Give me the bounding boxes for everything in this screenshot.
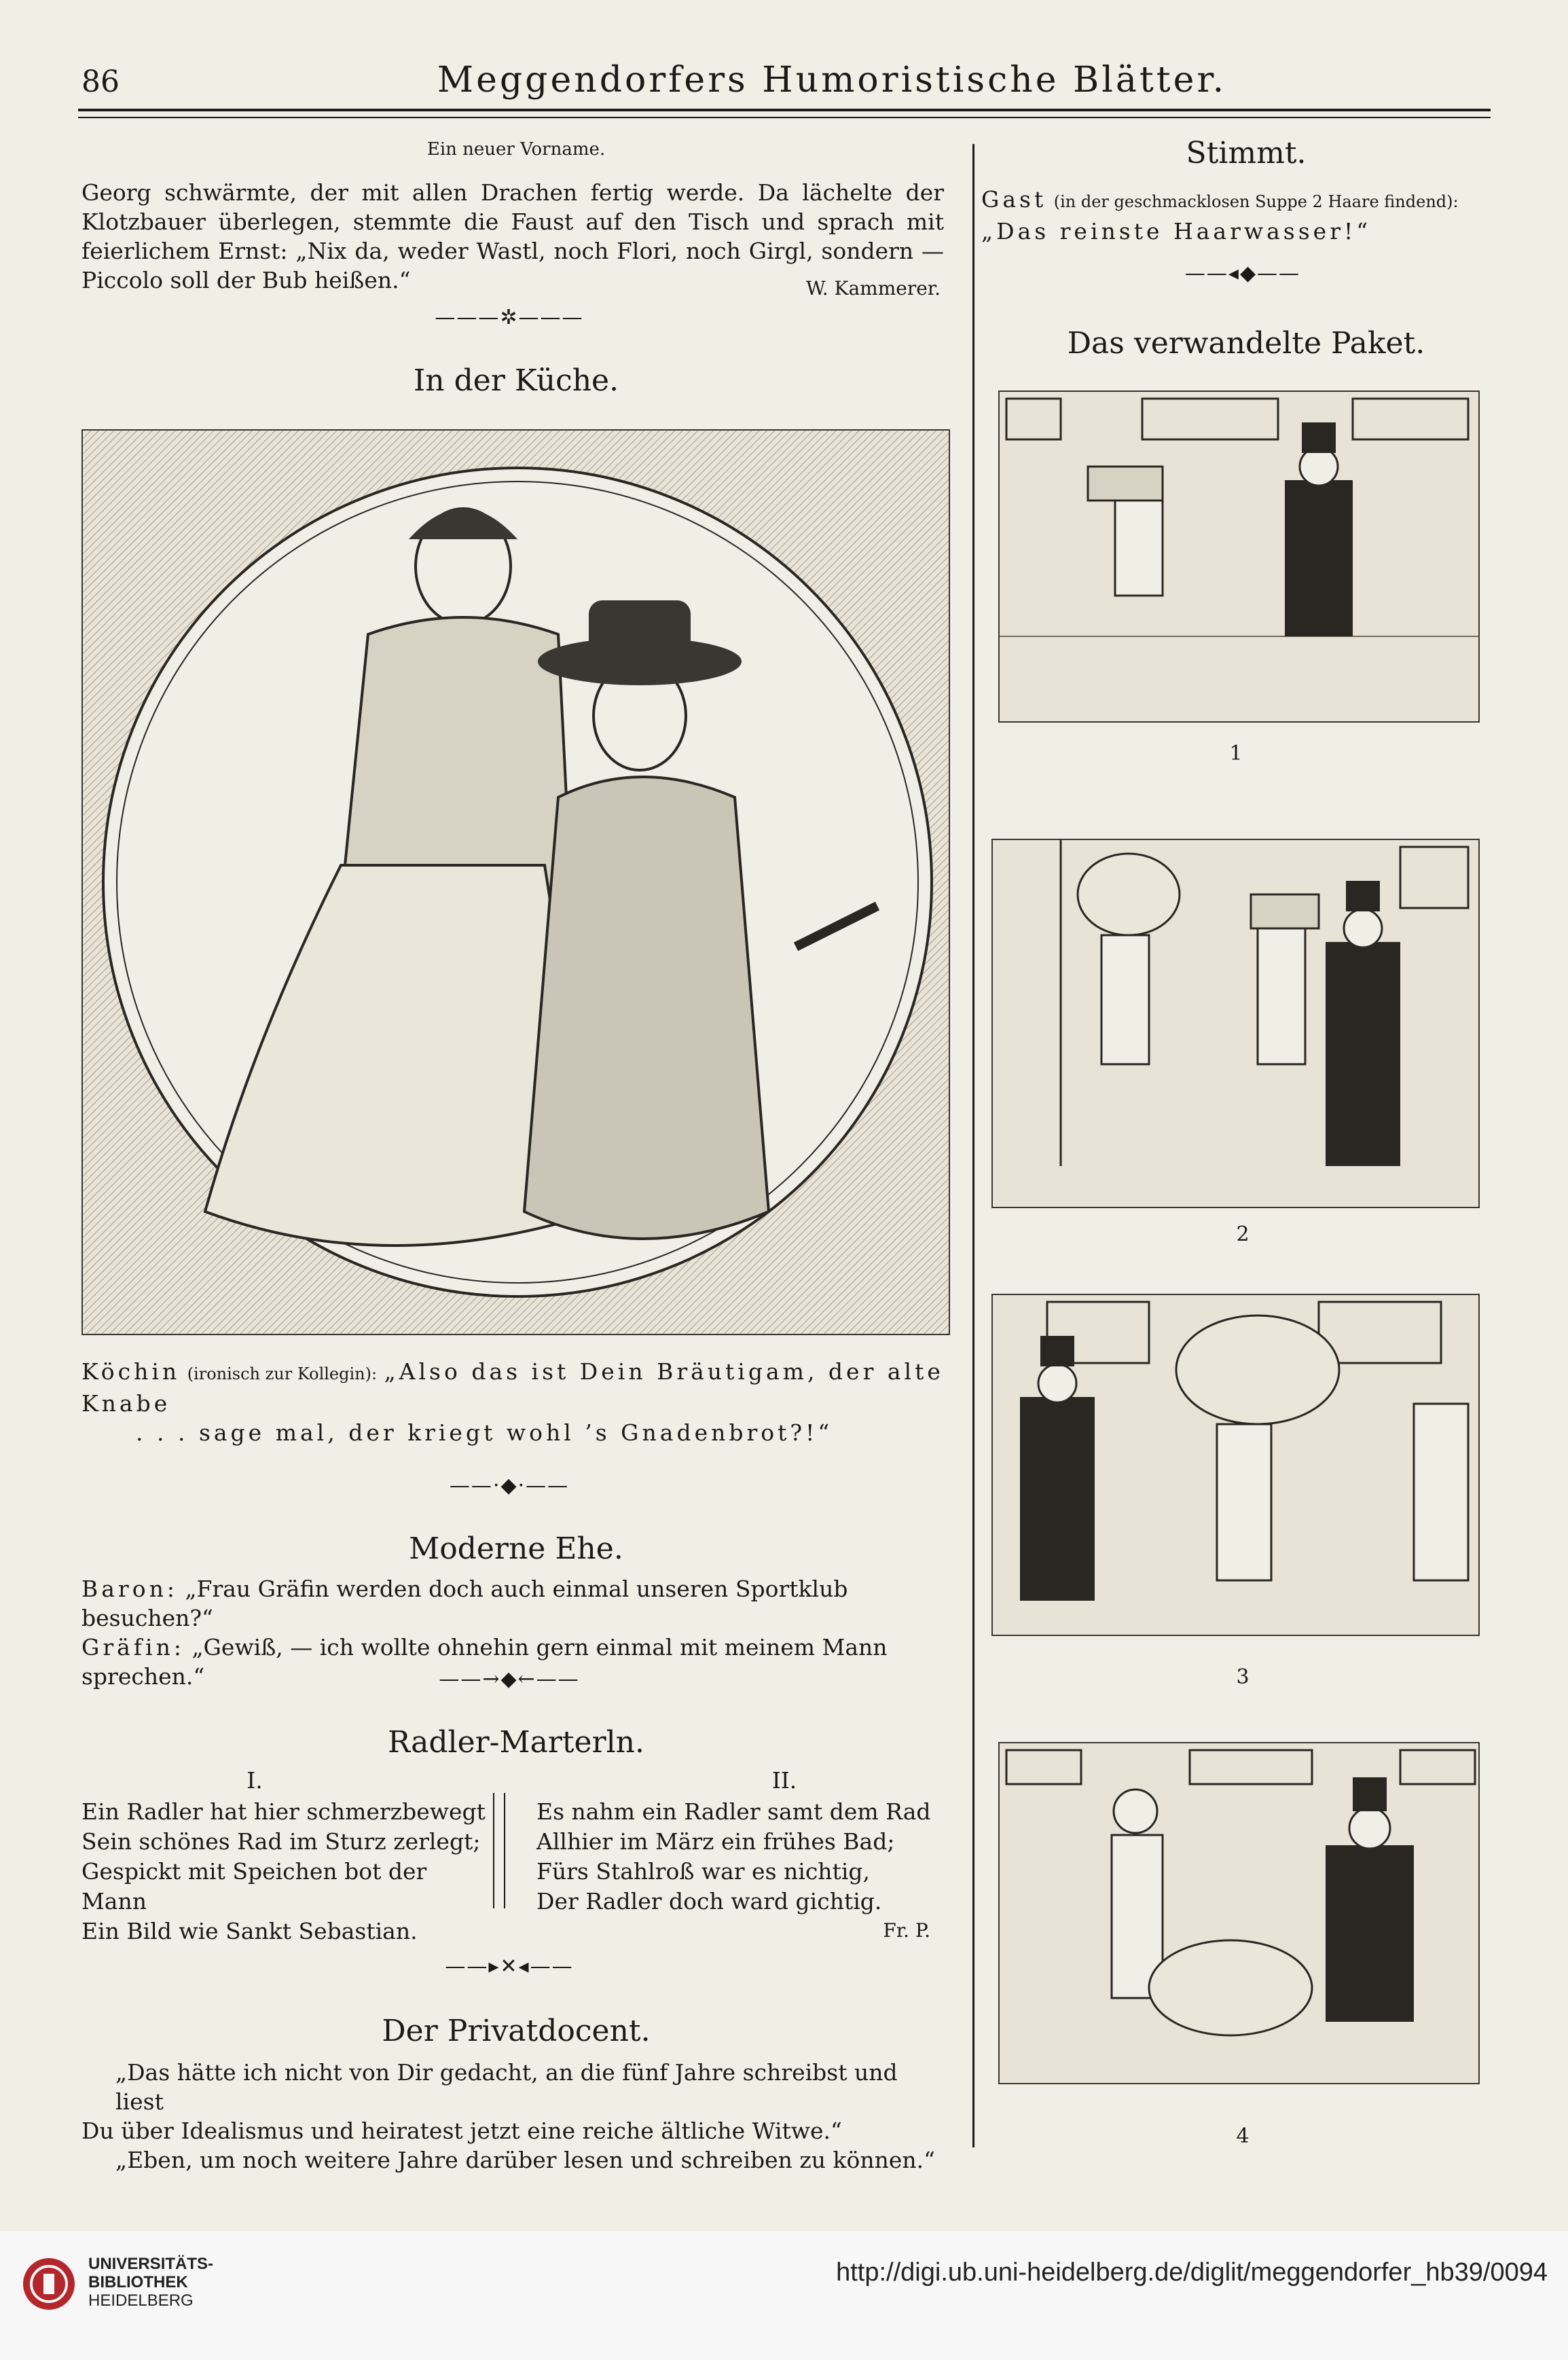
section-divider: ———✲——— xyxy=(435,306,584,329)
ehe-speaker-baron: Baron: xyxy=(81,1576,178,1602)
paket-panel-1 xyxy=(998,391,1480,723)
poem-line: Allhier im März ein frühes Bad; xyxy=(536,1828,895,1855)
radler-title: Radler-Marterln. xyxy=(387,1725,645,1760)
kitchen-illustration-drawing xyxy=(83,431,949,1334)
poem-line: Der Radler doch ward gichtig. xyxy=(536,1888,882,1914)
poem-line: Sein schönes Rad im Sturz zerlegt; xyxy=(81,1828,481,1855)
radler-author: Fr. P. xyxy=(883,1919,930,1942)
privatdocent-line: Du über Idealismus und heiratest jetzt eine reiche ältliche Witwe.“ xyxy=(81,2118,842,2144)
radler-numeral-left: I. xyxy=(247,1767,263,1794)
paket-panel-4 xyxy=(998,1742,1480,2084)
panel-1-number: 1 xyxy=(1229,742,1243,765)
vorname-title: Ein neuer Vorname. xyxy=(426,139,606,160)
panel-3-drawing xyxy=(993,1295,1478,1635)
ehe-line-graefin: „Gewiß, — ich wollte ohnehin gern einmal mit meinem Mann sprechen.“ xyxy=(81,1634,888,1690)
university-name xyxy=(88,2255,213,2310)
poem-line: Es nahm ein Radler samt dem Rad xyxy=(536,1798,931,1825)
kitchen-illustration xyxy=(81,429,950,1335)
section-divider: ——·◆·—— xyxy=(449,1474,570,1497)
radler-poem-right xyxy=(536,1797,944,1917)
kueche-speaker: Köchin xyxy=(81,1358,181,1385)
header-rule-thin xyxy=(78,117,1491,118)
stimmt-text xyxy=(981,185,1497,246)
header-rule-thick xyxy=(78,109,1491,111)
panel-2-number: 2 xyxy=(1236,1222,1250,1246)
ehe-title: Moderne Ehe. xyxy=(409,1531,623,1566)
section-divider: ——→◆←—— xyxy=(439,1667,580,1691)
poem-line: Ein Bild wie Sankt Sebastian. xyxy=(81,1918,418,1944)
panel-3-number: 3 xyxy=(1236,1665,1250,1689)
radler-numeral-right: II. xyxy=(771,1767,797,1794)
panel-4-number: 4 xyxy=(1236,2124,1250,2148)
journal-title: Meggendorfers Humoristische Blätter. xyxy=(437,60,1227,101)
section-divider: ——◂◆—— xyxy=(1184,261,1301,285)
privatdocent-line: „Das hätte ich nicht von Dir gedacht, an die fünf Jahre schreibst und liest xyxy=(115,2059,898,2115)
stimmt-quote: „Das reinste Haarwasser!“ xyxy=(981,218,1372,244)
privatdocent-text xyxy=(81,2058,947,2175)
vorname-author: W. Kammerer. xyxy=(805,277,941,299)
stimmt-speaker: Gast xyxy=(981,186,1047,213)
column-rule xyxy=(972,144,974,2147)
kueche-title: In der Küche. xyxy=(413,363,619,398)
section-divider: ——▸✕◂—— xyxy=(445,1955,574,1978)
kueche-quote-line1: „Also das ist Dein Bräutigam, der alte Knabe xyxy=(81,1358,944,1417)
privatdocent-line: „Eben, um noch weitere Jahre darüber lesen und schreiben zu können.“ xyxy=(115,2147,936,2173)
ehe-line-baron: „Frau Gräfin werden doch auch einmal unseren Sportklub besuchen?“ xyxy=(81,1576,848,1631)
privatdocent-title: Der Privatdocent. xyxy=(382,2014,651,2048)
panel-2-drawing xyxy=(993,840,1478,1207)
university-line: BIBLIOTHEK xyxy=(88,2273,188,2291)
paket-panel-2 xyxy=(991,839,1480,1208)
radler-poem-left xyxy=(81,1797,489,1946)
panel-4-drawing xyxy=(1000,1743,1478,2083)
poem-divider-left xyxy=(493,1793,494,1908)
vorname-paragraph: Georg schwärmte, der mit allen Drachen fertig werde. Da lächelte der Klotzbauer überlegen, stemmte die Faust auf den Tisch und sprach mit feierlichem Ernst: „Nix da, weder Wastl, noch Flori, noch Girgl, sondern — Piccolo soll der Bub heißen.“ xyxy=(81,179,944,293)
poem-line: Ein Radler hat hier schmerzbewegt xyxy=(81,1798,486,1825)
kueche-quote-line2: . . . sage mal, der kriegt wohl ’s Gnadenbrot?!“ xyxy=(136,1419,833,1446)
university-city: HEIDELBERG xyxy=(88,2291,194,2310)
panel-1-drawing xyxy=(1000,392,1478,721)
university-seal-icon xyxy=(20,2253,78,2314)
ehe-speaker-graefin: Gräfin: xyxy=(81,1634,185,1660)
stimmt-title: Stimmt. xyxy=(1186,136,1307,170)
poem-divider-right xyxy=(504,1793,505,1908)
page-number: 86 xyxy=(81,65,120,99)
poem-line: Gespickt mit Speichen bot der Mann xyxy=(81,1858,427,1914)
source-url-link[interactable]: http://digi.ub.uni-heidelberg.de/diglit/meggendorfer_hb39/0094 xyxy=(836,2258,1548,2287)
kueche-stage-direction: (ironisch zur Kollegin): xyxy=(187,1364,378,1383)
paket-title: Das verwandelte Paket. xyxy=(1067,326,1425,361)
kueche-caption xyxy=(81,1357,947,1447)
poem-line: Fürs Stahlroß war es nichtig, xyxy=(536,1858,870,1885)
paket-panel-3 xyxy=(991,1294,1480,1636)
footer-bar xyxy=(0,2231,1568,2360)
stimmt-stage-direction: (in der geschmacklosen Suppe 2 Haare findend): xyxy=(1053,192,1459,211)
university-line: UNIVERSITÄTS- xyxy=(88,2255,214,2273)
